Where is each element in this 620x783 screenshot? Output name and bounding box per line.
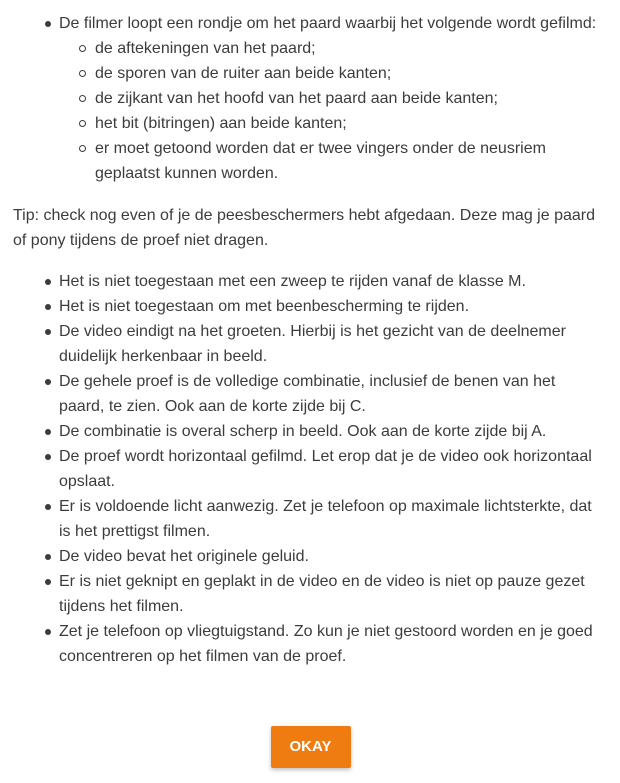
list-item: Er is voldoende licht aanwezig. Zet je telefoon op maximale lichtsterkte, dat is het prettigst filmen. [59, 494, 605, 544]
button-container [0, 726, 620, 768]
list-item-filming-round [59, 11, 613, 186]
list-item: De video eindigt na het groeten. Hierbij is het gezicht van de deelnemer duidelijk herkenbaar in beeld. [59, 319, 605, 369]
list-item: Zet je telefoon op vliegtuigstand. Zo kun je niet gestoord worden en je goed concentreren op het filmen van de proef. [59, 619, 605, 669]
okay-button[interactable]: OKAY [271, 726, 351, 768]
filming-list [13, 11, 613, 186]
tip-paragraph: Tip: check nog even of je de peesbeschermers hebt afgedaan. Deze mag je paard of pony tijdens de proef niet dragen. [13, 207, 595, 249]
list-item: De combinatie is overal scherp in beeld. Ook aan de korte zijde bij A. [59, 419, 605, 444]
list-item: Het is niet toegestaan met een zweep te rijden vanaf de klasse M. [59, 269, 605, 294]
list-item: De video bevat het originele geluid. [59, 544, 605, 569]
instructions-content [13, 11, 613, 669]
filming-sublist [59, 36, 613, 186]
sublist-item: de zijkant van het hoofd van het paard aan beide kanten; [95, 86, 613, 111]
list-item: Er is niet geknipt en geplakt in de video en de video is niet op pauze gezet tijdens het filmen. [59, 569, 605, 619]
rules-list [13, 269, 605, 669]
list-item: De proef wordt horizontaal gefilmd. Let erop dat je de video ook horizontaal opslaat. [59, 444, 605, 494]
list-item: De gehele proef is de volledige combinatie, inclusief de benen van het paard, te zien. Ook aan de korte zijde bij C. [59, 369, 605, 419]
list-item: Het is niet toegestaan om met beenbescherming te rijden. [59, 294, 605, 319]
sublist-item: het bit (bitringen) aan beide kanten; [95, 111, 613, 136]
filming-intro-text: De filmer loopt een rondje om het paard waarbij het volgende wordt gefilmd: [59, 15, 597, 32]
sublist-item: er moet getoond worden dat er twee vingers onder de neusriem geplaatst kunnen worden. [95, 136, 613, 186]
sublist-item: de aftekeningen van het paard; [95, 36, 613, 61]
sublist-item: de sporen van de ruiter aan beide kanten; [95, 61, 613, 86]
